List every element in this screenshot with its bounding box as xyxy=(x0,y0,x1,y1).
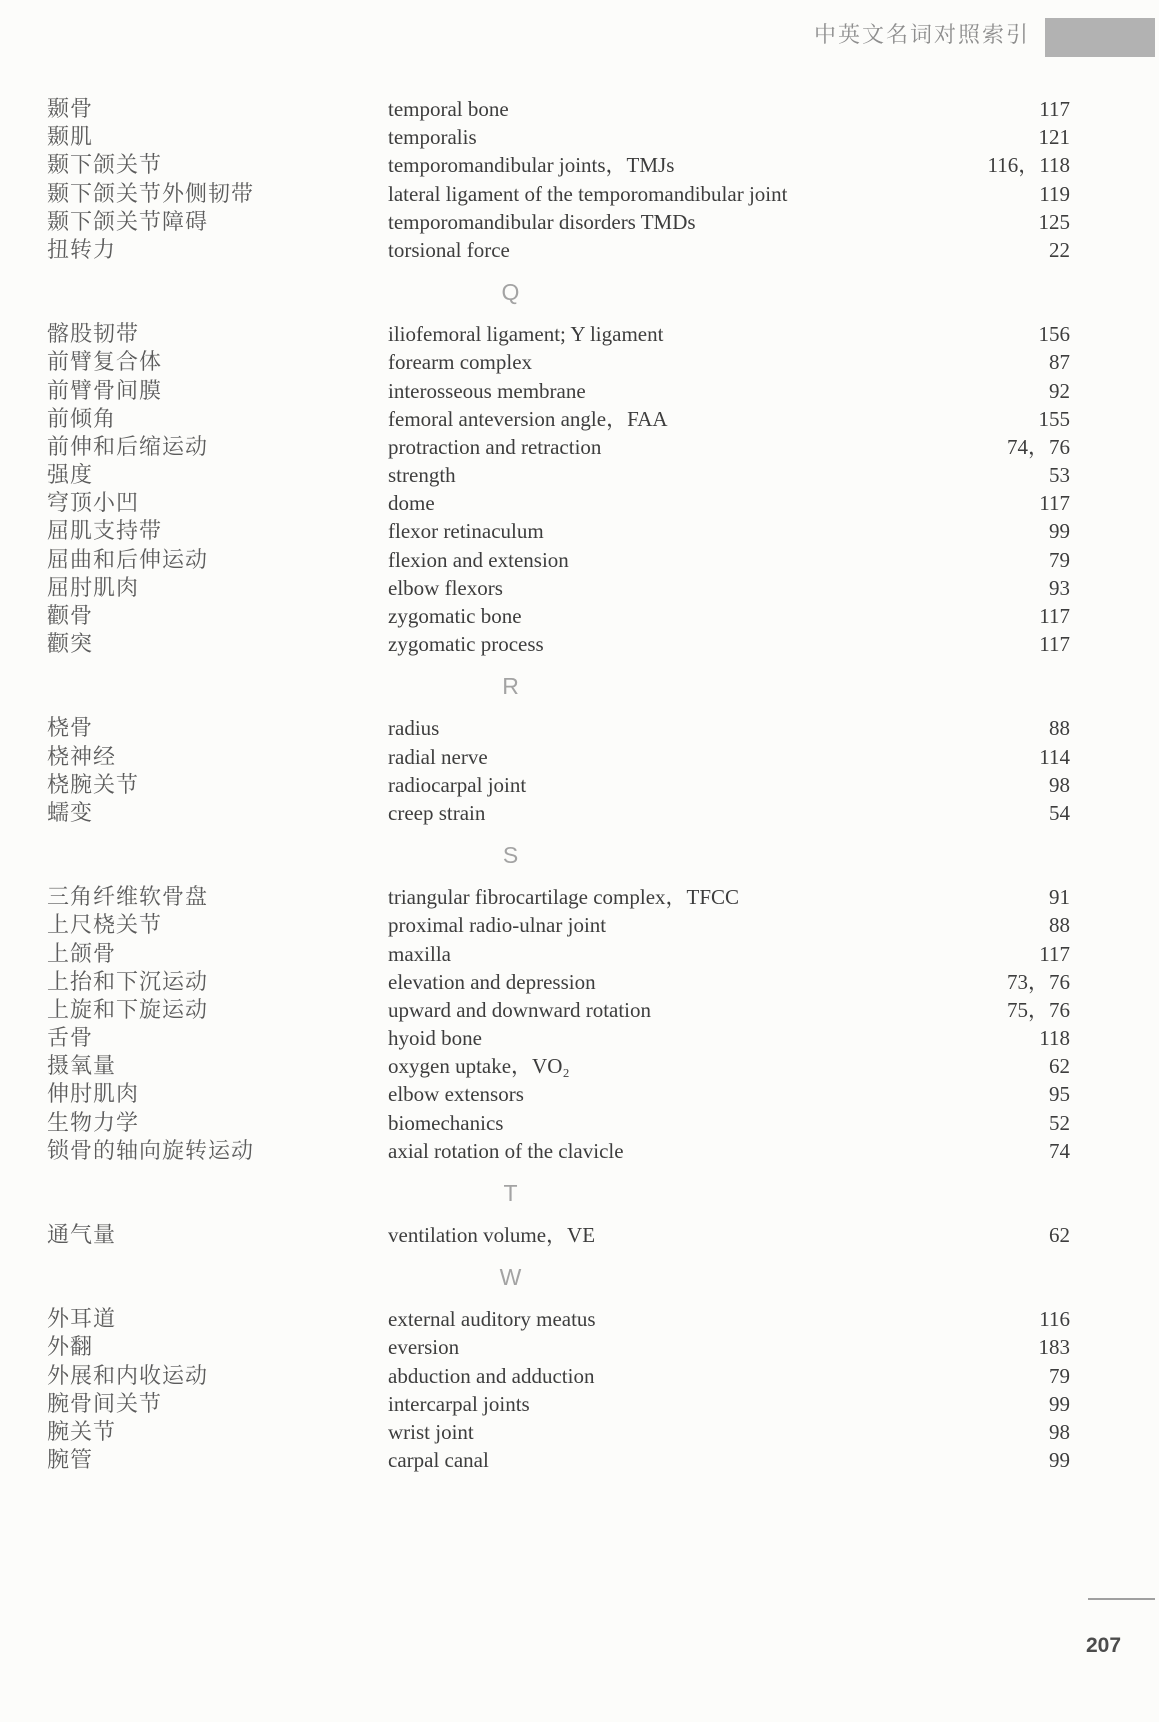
index-row xyxy=(47,630,1070,658)
page-number: 117 xyxy=(1039,632,1070,657)
term-en: triangular fibrocartilage complex，TFCC xyxy=(388,885,740,910)
page-number: 117 xyxy=(1039,604,1070,628)
term-cn: 蠕变 xyxy=(47,799,94,825)
index-row xyxy=(47,236,1070,264)
term-cn: 颧突 xyxy=(47,631,94,657)
term-en: flexion and extension xyxy=(388,547,569,572)
term-cn: 腕关节 xyxy=(47,1418,117,1444)
page-number: 156 xyxy=(1038,322,1070,347)
page-number: 79 xyxy=(1049,547,1070,572)
index-section xyxy=(47,672,1070,827)
section-entries xyxy=(47,1305,1070,1474)
page-number: 98 xyxy=(1049,1419,1070,1444)
section-letter: R xyxy=(502,673,519,700)
term-en: zygomatic bone xyxy=(388,604,522,628)
header-tab-box xyxy=(1045,18,1155,57)
index-row xyxy=(47,799,1070,827)
term-cn: 颞下颌关节外侧韧带 xyxy=(47,180,255,206)
index-row xyxy=(47,1024,1070,1052)
index-row xyxy=(47,405,1070,433)
index-row xyxy=(47,180,1070,208)
term-en: elbow flexors xyxy=(388,575,503,600)
term-en: creep strain xyxy=(388,800,486,825)
index-row xyxy=(47,1052,1070,1080)
term-cn: 扭转力 xyxy=(47,236,117,262)
page-number: 183 xyxy=(1038,1335,1070,1360)
page-number: 53 xyxy=(1049,463,1070,488)
page-number: 88 xyxy=(1049,716,1070,741)
term-cn: 桡腕关节 xyxy=(47,771,140,797)
page-number: 75，76 xyxy=(1007,997,1070,1022)
term-en: carpal canal xyxy=(388,1448,489,1473)
term-en: radial nerve xyxy=(388,744,488,769)
page-number: 117 xyxy=(1039,941,1070,966)
page-number: 91 xyxy=(1049,885,1070,910)
page-number: 62 xyxy=(1049,1223,1070,1247)
term-en: femoral anteversion angle，FAA xyxy=(388,406,668,431)
term-cn: 颞下颌关节 xyxy=(47,152,163,178)
term-en: radiocarpal joint xyxy=(388,772,527,797)
term-en: protraction and retraction xyxy=(388,434,602,459)
term-en: temporomandibular disorders TMDs xyxy=(388,209,696,234)
index-row xyxy=(47,461,1070,489)
term-cn: 颞肌 xyxy=(47,124,94,150)
index-row xyxy=(47,208,1070,236)
page-number: 116，118 xyxy=(987,153,1070,178)
term-en: torsional force xyxy=(388,237,510,262)
page-number: 114 xyxy=(1039,744,1070,769)
index-row xyxy=(47,123,1070,151)
page-number: 116 xyxy=(1039,1307,1070,1332)
page-number: 87 xyxy=(1049,350,1070,375)
page-number: 88 xyxy=(1049,913,1070,938)
term-en: upward and downward rotation xyxy=(388,997,652,1022)
term-en: lateral ligament of the temporomandibular joint xyxy=(388,181,788,206)
term-en: temporalis xyxy=(388,125,477,150)
index-row xyxy=(47,574,1070,602)
term-en: elbow extensors xyxy=(388,1082,524,1107)
index-section xyxy=(47,1179,1070,1249)
page-number: 74 xyxy=(1049,1138,1070,1163)
term-en: hyoid bone xyxy=(388,1026,482,1051)
index-row xyxy=(47,996,1070,1024)
section-entries xyxy=(47,1221,1070,1249)
term-en: maxilla xyxy=(388,941,451,966)
page-number: 95 xyxy=(1049,1082,1070,1107)
term-cn: 腕管 xyxy=(47,1447,94,1473)
index-row xyxy=(47,1333,1070,1361)
page-number: 79 xyxy=(1049,1363,1070,1388)
section-letter: Q xyxy=(501,279,520,306)
index-section xyxy=(47,95,1070,264)
index-row xyxy=(47,517,1070,545)
term-cn: 生物力学 xyxy=(47,1109,140,1135)
index-row xyxy=(47,1221,1070,1249)
term-en: ventilation volume，VE xyxy=(388,1223,596,1247)
index-row xyxy=(47,95,1070,123)
term-cn: 前臂复合体 xyxy=(47,349,163,375)
page-number: 118 xyxy=(1039,1026,1070,1051)
term-en: proximal radio-ulnar joint xyxy=(388,913,607,938)
section-entries xyxy=(47,95,1070,264)
page-number: 99 xyxy=(1049,519,1070,544)
section-letter: T xyxy=(503,1180,518,1206)
term-cn: 前倾角 xyxy=(47,405,117,431)
index-row xyxy=(47,320,1070,348)
page-number: 54 xyxy=(1049,800,1070,825)
page-header-title: 中英文名词对照索引 xyxy=(813,22,1030,47)
term-cn: 屈肌支持带 xyxy=(47,518,163,544)
page-number: 93 xyxy=(1049,575,1070,600)
index-row xyxy=(47,940,1070,968)
term-cn: 穹顶小凹 xyxy=(47,490,140,516)
term-en: interosseous membrane xyxy=(388,378,586,403)
term-cn: 颧骨 xyxy=(47,603,94,628)
term-cn: 上抬和下沉运动 xyxy=(47,968,209,994)
term-cn: 桡骨 xyxy=(47,715,94,741)
term-cn: 外翻 xyxy=(47,1334,94,1360)
index-row xyxy=(47,151,1070,179)
term-cn: 通气量 xyxy=(47,1222,117,1247)
index-row xyxy=(47,1446,1070,1474)
section-entries xyxy=(47,883,1070,1165)
term-en: forearm complex xyxy=(388,350,533,375)
page-number: 155 xyxy=(1038,406,1070,431)
index-row xyxy=(47,1390,1070,1418)
page-number: 119 xyxy=(1039,181,1070,206)
footer-page-number: 207 xyxy=(1086,1634,1122,1657)
page-number: 117 xyxy=(1039,97,1070,121)
index-row xyxy=(47,883,1070,911)
term-en: zygomatic process xyxy=(388,632,544,657)
index-row xyxy=(47,348,1070,376)
index-row xyxy=(47,1305,1070,1333)
index-row xyxy=(47,714,1070,742)
term-cn: 上旋和下旋运动 xyxy=(47,996,209,1022)
index-row xyxy=(47,1109,1070,1137)
term-cn: 锁骨的轴向旋转运动 xyxy=(47,1137,255,1163)
index-row xyxy=(47,602,1070,630)
term-cn: 上颌骨 xyxy=(47,940,117,966)
term-en: eversion xyxy=(388,1335,460,1360)
term-cn: 摄氧量 xyxy=(47,1053,117,1079)
index-row xyxy=(47,1418,1070,1446)
term-en: elevation and depression xyxy=(388,969,596,994)
term-cn: 舌骨 xyxy=(47,1025,94,1051)
section-entries xyxy=(47,714,1070,827)
term-en: biomechanics xyxy=(388,1110,504,1135)
term-cn: 强度 xyxy=(47,462,94,488)
index-section xyxy=(47,278,1070,658)
page-number: 99 xyxy=(1049,1391,1070,1416)
page-number: 73，76 xyxy=(1007,969,1070,994)
term-en: axial rotation of the clavicle xyxy=(388,1138,624,1163)
term-cn: 桡神经 xyxy=(47,743,117,769)
index-row xyxy=(47,1080,1070,1108)
section-entries xyxy=(47,320,1070,658)
page-number: 121 xyxy=(1038,125,1070,150)
term-cn: 髂股韧带 xyxy=(47,321,140,347)
page-number: 92 xyxy=(1049,378,1070,403)
term-cn: 屈肘肌肉 xyxy=(47,574,140,600)
index-row xyxy=(47,546,1070,574)
page-number: 62 xyxy=(1049,1054,1070,1079)
page-number: 98 xyxy=(1049,772,1070,797)
term-en: oxygen uptake，VO₂ xyxy=(388,1054,570,1079)
section-letter: S xyxy=(502,842,519,869)
term-en: abduction and adduction xyxy=(388,1363,595,1388)
term-en: dome xyxy=(388,491,435,516)
section-letter: W xyxy=(499,1264,522,1291)
term-cn: 上尺桡关节 xyxy=(47,912,163,938)
term-en: iliofemoral ligament; Y ligament xyxy=(388,322,664,347)
index-row xyxy=(47,743,1070,771)
term-cn: 腕骨间关节 xyxy=(47,1390,163,1416)
page-number: 117 xyxy=(1039,491,1070,516)
term-en: temporomandibular joints，TMJs xyxy=(388,153,675,178)
term-cn: 三角纤维软骨盘 xyxy=(47,884,209,910)
term-cn: 外展和内收运动 xyxy=(47,1362,209,1388)
footer-rule xyxy=(1088,1598,1155,1600)
index-row xyxy=(47,968,1070,996)
page-number: 99 xyxy=(1049,1448,1070,1473)
term-cn: 外耳道 xyxy=(47,1306,117,1332)
index-row xyxy=(47,433,1070,461)
index-section xyxy=(47,841,1070,1165)
term-en: intercarpal joints xyxy=(388,1391,530,1416)
term-cn: 颞下颌关节障碍 xyxy=(47,208,209,234)
index-row xyxy=(47,1137,1070,1165)
term-en: radius xyxy=(388,716,440,741)
term-en: flexor retinaculum xyxy=(388,519,544,544)
index-section xyxy=(47,1263,1070,1474)
index-row xyxy=(47,377,1070,405)
term-cn: 前臂骨间膜 xyxy=(47,377,163,403)
term-cn: 颞骨 xyxy=(47,96,94,121)
page-number: 125 xyxy=(1038,209,1070,234)
term-cn: 屈曲和后伸运动 xyxy=(47,546,209,572)
page-number: 22 xyxy=(1049,237,1070,262)
index-row xyxy=(47,489,1070,517)
term-cn: 伸肘肌肉 xyxy=(47,1081,140,1107)
page-number: 74，76 xyxy=(1007,434,1070,459)
index-list xyxy=(47,95,1070,1474)
term-en: external auditory meatus xyxy=(388,1307,596,1332)
index-row xyxy=(47,1362,1070,1390)
term-cn: 前伸和后缩运动 xyxy=(47,433,209,459)
term-en: wrist joint xyxy=(388,1419,474,1444)
index-row xyxy=(47,771,1070,799)
page-number: 52 xyxy=(1049,1110,1070,1135)
term-en: strength xyxy=(388,463,456,488)
index-row xyxy=(47,911,1070,939)
term-en: temporal bone xyxy=(388,97,509,121)
